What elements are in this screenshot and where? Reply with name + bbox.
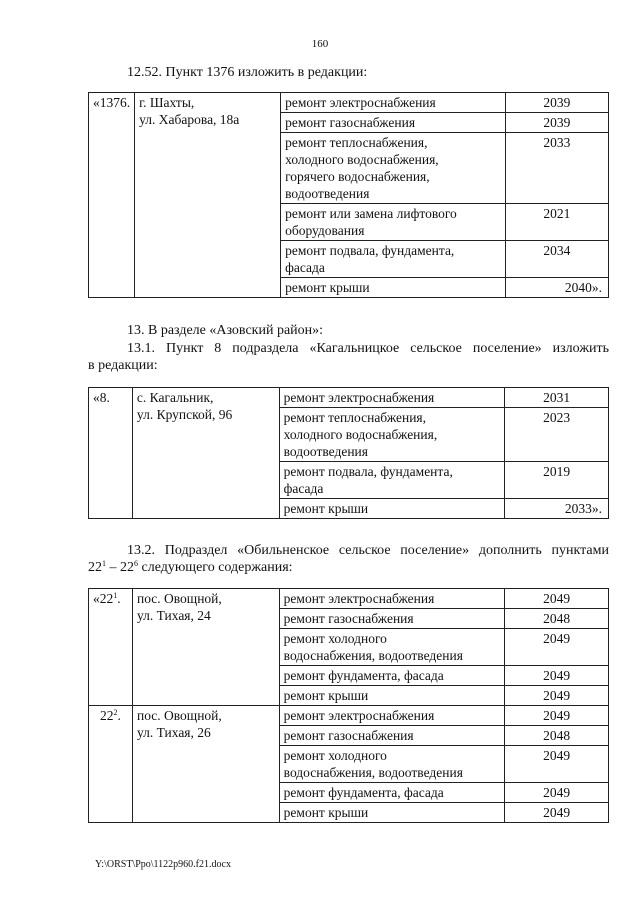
work-type: ремонт теплоснабжения, холодного водоснабжения, водоотведения (279, 408, 505, 462)
work-year: 2034 (505, 241, 608, 278)
item-number: «8. (89, 388, 133, 519)
work-year: 2021 (505, 204, 608, 241)
table-items-22 (88, 588, 609, 823)
table-row (89, 388, 609, 408)
work-year: 2049 (505, 783, 609, 803)
paragraph-13: 13. В разделе «Азовский район»: (127, 323, 324, 338)
work-year: 2048 (505, 609, 609, 629)
work-type: ремонт фундамента, фасада (279, 783, 505, 803)
footer-file-path: Y:\ORST\Ppo\1122p960.f21.docx (95, 859, 231, 870)
work-type: ремонт холодного водоснабжения, водоотведения (279, 746, 505, 783)
work-year: 2049 (505, 746, 609, 783)
work-year: 2033 (505, 133, 608, 204)
work-year: 2033». (505, 499, 609, 519)
work-year: 2048 (505, 726, 609, 746)
item-number: $22^2$. (89, 706, 133, 823)
table-row (89, 589, 609, 609)
work-type: ремонт электроснабжения (279, 706, 505, 726)
work-year: 2049 (505, 629, 609, 666)
table-row (89, 93, 609, 113)
work-type: ремонт крыши (279, 499, 505, 519)
work-year: 2019 (505, 462, 609, 499)
work-type: ремонт фундамента, фасада (279, 666, 505, 686)
work-type: ремонт крыши (279, 803, 505, 823)
work-type: ремонт газоснабжения (279, 726, 505, 746)
work-type: ремонт электроснабжения (279, 388, 505, 408)
paragraph-12-52: 12.52. Пункт 1376 изложить в редакции: (127, 65, 368, 80)
table-item-8 (88, 387, 609, 519)
paragraph-13-1-cont: в редакции: (88, 358, 158, 373)
work-year: 2031 (505, 388, 609, 408)
work-year: 2049 (505, 666, 609, 686)
table-row (89, 706, 609, 726)
paragraph-13-1: 13.1. Пункт 8 подраздела «Кагальницкое сельское поселение» изложить (127, 341, 609, 356)
item-address: г. Шахты, ул. Хабарова, 18а (135, 93, 281, 298)
item-address: пос. Овощной, ул. Тихая, 26 (132, 706, 279, 823)
work-type: ремонт электроснабжения (279, 589, 505, 609)
work-year: 2039 (505, 93, 608, 113)
work-year: 2049 (505, 706, 609, 726)
work-type: ремонт крыши (279, 686, 505, 706)
work-year: 2049 (505, 803, 609, 823)
work-year: 2049 (505, 686, 609, 706)
table-item-1376 (88, 92, 609, 298)
item-number: «1376. (89, 93, 135, 298)
work-type: ремонт крыши (281, 278, 506, 298)
work-type: ремонт подвала, фундамента, фасада (279, 462, 505, 499)
item-address: пос. Овощной, ул. Тихая, 24 (132, 589, 279, 706)
work-type: ремонт электроснабжения (281, 93, 506, 113)
work-year: 2023 (505, 408, 609, 462)
work-type: ремонт газоснабжения (279, 609, 505, 629)
work-year: 2040». (505, 278, 608, 298)
work-type: ремонт или замена лифтового оборудования (281, 204, 506, 241)
work-year: 2039 (505, 113, 608, 133)
work-year: 2049 (505, 589, 609, 609)
page-number: 160 (311, 38, 329, 50)
paragraph-13-2-cont: $22^1 - 22^6$ следующего содержания: (88, 559, 293, 575)
item-address: с. Кагальник, ул. Крупской, 96 (132, 388, 279, 519)
work-type: ремонт подвала, фундамента, фасада (281, 241, 506, 278)
work-type: ремонт холодного водоснабжения, водоотведения (279, 629, 505, 666)
paragraph-13-2: 13.2. Подраздел «Обильненское сельское поселение» дополнить пунктами (127, 543, 609, 558)
work-type: ремонт теплоснабжения, холодного водоснабжения, горячего водоснабжения, водоотведения (281, 133, 506, 204)
work-type: ремонт газоснабжения (281, 113, 506, 133)
item-number: «$22^1$. (89, 589, 133, 706)
